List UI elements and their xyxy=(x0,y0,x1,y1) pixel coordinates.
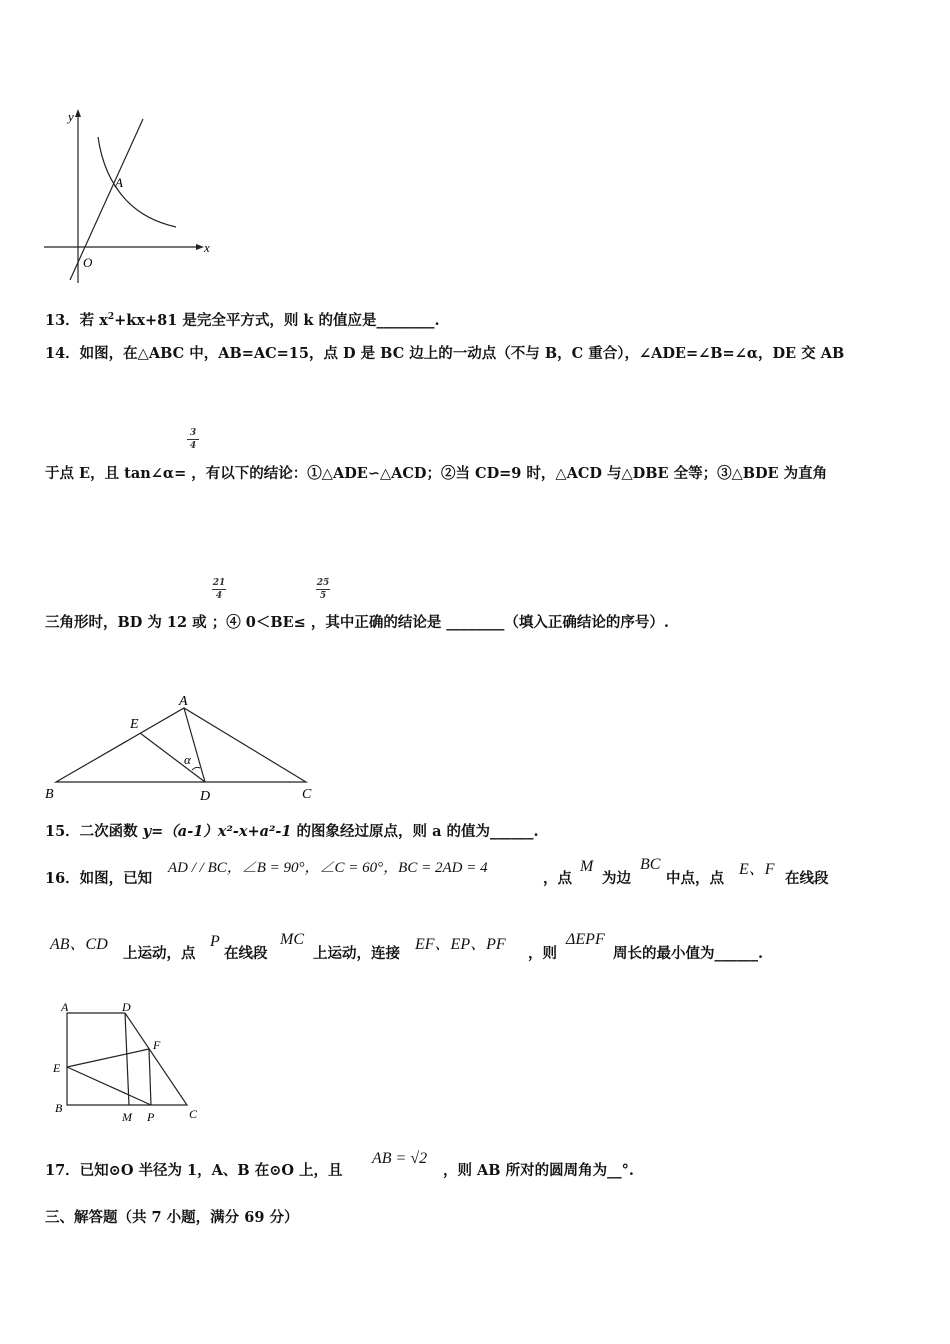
question-15 xyxy=(45,822,539,842)
label-alpha: α xyxy=(184,752,191,767)
fraction-numerator: 25 xyxy=(316,578,330,588)
y-axis-arrow xyxy=(75,109,81,117)
q16-triangle-epf: ΔEPF xyxy=(566,931,605,948)
q16-mid-1: ，点 xyxy=(543,870,572,887)
fraction-denominator: 5 xyxy=(319,591,327,601)
label-f: F xyxy=(153,1038,161,1052)
q14-fraction-25-5 xyxy=(316,578,330,601)
fraction-numerator: 21 xyxy=(212,578,226,588)
q16-text-4: ，则 xyxy=(528,945,557,962)
question-14-line-1: 14．如图，在△ABC 中，AB=AC=15，点 D 是 BC 边上的一动点（不与 B，C 重合），∠ADE=∠B=∠α，DE 交 AB xyxy=(45,345,845,362)
x-axis-arrow xyxy=(196,244,204,250)
label-d: D xyxy=(200,789,211,804)
q14-fraction-21-4 xyxy=(212,578,226,601)
linear-function-line xyxy=(70,119,143,280)
q16-mid-4: 在线段 xyxy=(785,870,829,887)
q16-prefix: 16．如图，已知 xyxy=(45,870,153,887)
question-13 xyxy=(45,311,440,331)
question-14-line-2: 于点 E，且 tan∠α= ，有以下的结论：①△ADE∽△ACD；②当 CD=9 时，△ACD 与△DBE 全等；③△BDE 为直角 xyxy=(45,465,828,482)
q16-text-1: 上运动，点 xyxy=(123,945,196,962)
label-c: C xyxy=(302,787,312,802)
q16-segments-ab-cd: AB、CD xyxy=(50,936,108,953)
section-3-heading: 三、解答题（共 7 小题，满分 69 分） xyxy=(45,1209,299,1226)
q16-text-5: 周长的最小值为______. xyxy=(613,945,764,962)
q17-prefix: 17．已知⊙O 半径为 1，A、B 在⊙O 上，且 xyxy=(45,1162,343,1179)
figure-triangle-abc xyxy=(40,690,330,808)
question-14-line-3: 三角形时，BD 为 12 或 ；④ 0＜BE≤ ，其中正确的结论是 ________（填入正确结论的序号）. xyxy=(45,614,669,631)
q16-segment-mc: MC xyxy=(280,931,304,948)
point-a-label: A xyxy=(115,175,123,190)
segment-fp xyxy=(149,1049,151,1105)
fraction-denominator: 4 xyxy=(189,441,197,451)
q17-suffix: ，则 AB 所对的圆周角为__°. xyxy=(443,1162,634,1179)
q16-point-p: P xyxy=(210,933,220,950)
x-label: x xyxy=(204,240,210,255)
q15-suffix: 的图象经过原点，则 a 的值为______. xyxy=(291,823,539,840)
figure-function-graph xyxy=(40,105,230,290)
label-a: A xyxy=(179,694,188,709)
label-e: E xyxy=(53,1061,61,1075)
label-c: C xyxy=(189,1107,198,1121)
q16-given-conditions: AD / / BC，∠B = 90°，∠C = 60°，BC = 2AD = 4 xyxy=(168,860,488,876)
q13-text-before: 13．若 x xyxy=(45,312,108,329)
q13-exponent: 2 xyxy=(107,312,115,323)
q16-points-ef: E、F xyxy=(739,861,775,878)
angle-alpha-arc xyxy=(192,767,200,770)
q15-function: y=（a-1）x²-x+a²-1 xyxy=(142,823,292,840)
q15-prefix: 15．二次函数 xyxy=(45,823,143,840)
q16-text-2: 在线段 xyxy=(224,945,268,962)
q16-lines-ef-ep-pf: EF、EP、PF xyxy=(415,936,506,953)
q16-point-m: M xyxy=(580,858,594,875)
q17-condition: AB = √2 xyxy=(372,1150,428,1167)
q16-text-3: 上运动，连接 xyxy=(313,945,400,962)
label-e: E xyxy=(130,717,139,732)
label-p: P xyxy=(147,1110,155,1124)
label-b: B xyxy=(45,787,54,802)
y-label: y xyxy=(68,109,74,124)
figure-trapezoid xyxy=(45,995,215,1130)
q16-segment-bc: BC xyxy=(640,856,661,873)
label-b: B xyxy=(55,1101,63,1115)
origin-label: O xyxy=(83,255,93,270)
q16-mid-2: 为边 xyxy=(602,870,631,887)
segment-ep xyxy=(67,1067,151,1105)
hyperbola-curve xyxy=(98,137,176,227)
fraction-denominator: 4 xyxy=(215,591,223,601)
segment-de xyxy=(140,733,205,782)
q13-text-after: +kx+81 是完全平方式，则 k 的值应是________. xyxy=(114,312,440,329)
q14-fraction-tan xyxy=(187,428,199,451)
fraction-numerator: 3 xyxy=(189,428,197,438)
label-d: D xyxy=(122,1000,131,1014)
label-a: A xyxy=(61,1000,69,1014)
segment-ef xyxy=(67,1049,149,1067)
segment-dm xyxy=(125,1013,129,1105)
triangle-abc xyxy=(56,708,306,782)
q16-mid-3: 中点，点 xyxy=(666,870,724,887)
label-m: M xyxy=(122,1110,132,1124)
